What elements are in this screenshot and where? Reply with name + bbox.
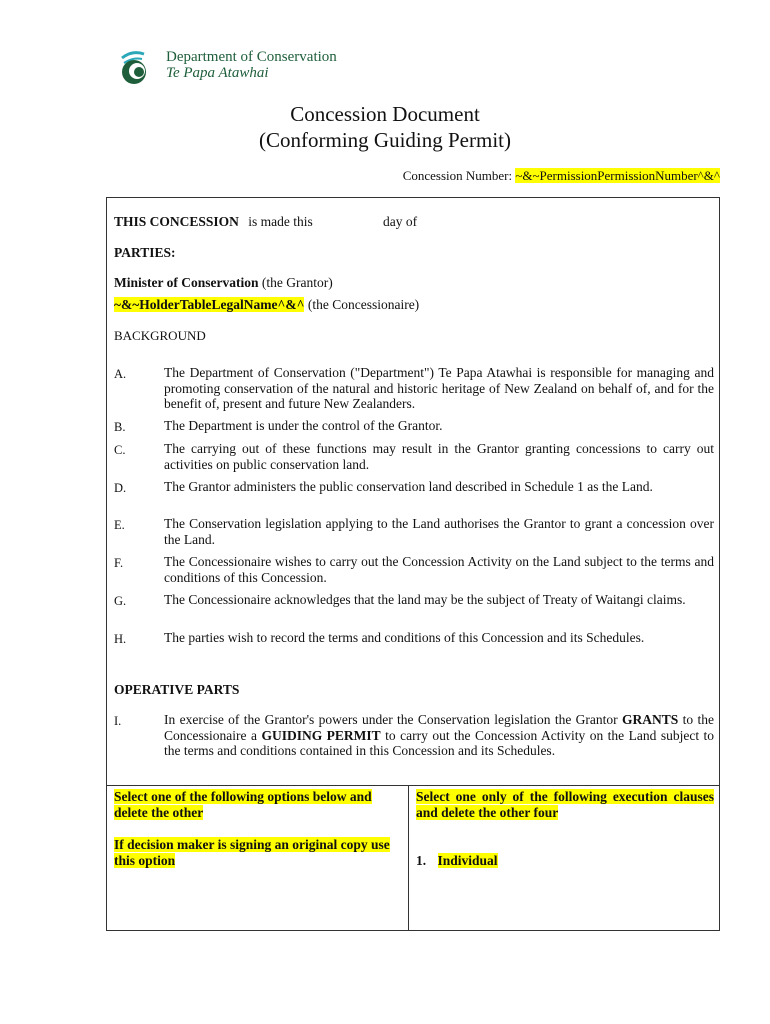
item-letter-e: E. xyxy=(114,518,125,532)
concessionaire-label: (the Concessionaire) xyxy=(307,297,420,312)
item-text-g: The Concessionaire acknowledges that the land may be the subject of Treaty of Waitangi claims. xyxy=(164,592,686,607)
guiding-permit-word: GUIDING PERMIT xyxy=(261,727,381,743)
operative-heading: OPERATIVE PARTS xyxy=(114,682,240,697)
doc-title-line2: (Conforming Guiding Permit) xyxy=(259,128,511,152)
item-text-b: The Department is under the control of the Grantor. xyxy=(164,418,443,433)
grantor-line xyxy=(114,275,333,291)
left-instruction-text: Select one of the following options below and delete the other xyxy=(114,789,372,820)
concession-number-label: Concession Number: xyxy=(402,168,513,183)
doc-title-line1: Concession Document xyxy=(290,102,480,126)
right-instruction-text: Select one only of the following execution clauses and delete the other four xyxy=(416,789,714,820)
item-letter-b: B. xyxy=(114,420,126,434)
item-text-h: The parties wish to record the terms and conditions of this Concession and its Schedules. xyxy=(164,630,645,645)
doc-logo-icon xyxy=(118,50,166,86)
parties-heading: PARTIES: xyxy=(114,245,176,260)
concessionaire-line xyxy=(114,297,419,313)
right-cell-option xyxy=(416,853,498,869)
grantor-label: (the Grantor) xyxy=(261,275,333,290)
item-text-d: The Grantor administers the public conservation land described in Schedule 1 as the Land. xyxy=(164,479,653,494)
right-option-individual: Individual xyxy=(437,853,498,868)
operative-text-a: In exercise of the Grantor's powers under the Conservation legislation the Grantor xyxy=(164,712,618,727)
operative-text-b: to the Concessionaire a xyxy=(164,712,715,743)
department-name xyxy=(166,49,337,81)
item-text-f: The Concessionaire wishes to carry out the Concession Activity on the Land subject to the terms and conditions of this Concession. xyxy=(164,554,714,585)
dept-name-maori: Te Papa Atawhai xyxy=(166,65,269,81)
minister-name: Minister of Conservation xyxy=(114,275,259,290)
item-letter-h: H. xyxy=(114,632,127,646)
item-text-i xyxy=(164,712,714,759)
right-cell-instruction xyxy=(416,789,714,821)
left-option-text: If decision maker is signing an original copy use this option xyxy=(114,837,390,868)
left-cell-option xyxy=(114,837,404,869)
item-letter-d: D. xyxy=(114,481,127,495)
item-letter-g: G. xyxy=(114,594,127,608)
this-concession-label: THIS CONCESSION xyxy=(114,214,239,229)
holder-name-field[interactable]: ~&~HolderTableLegalName^&^ xyxy=(114,297,305,312)
operative-text-c: to carry out the Concession Activity on the Land subject to the terms and conditions contained in this Concession and its Schedules. xyxy=(164,727,715,758)
item-text-c: The carrying out of these functions may result in the Grantor granting concessions to carry out activities on public conservation land. xyxy=(164,441,714,472)
concession-number-field[interactable]: ~&~PermissionPermissionNumber^&^ xyxy=(515,168,720,183)
right-option-number: 1. xyxy=(416,853,427,868)
item-letter-f: F. xyxy=(114,556,124,570)
item-letter-a: A. xyxy=(114,367,127,381)
item-text-e: The Conservation legislation applying to the Land authorises the Grantor to grant a concession over the Land. xyxy=(164,516,714,547)
grants-word: GRANTS xyxy=(622,712,679,727)
table-column-divider xyxy=(408,785,409,931)
item-letter-i: I. xyxy=(114,714,122,728)
dept-name-english: Department of Conservation xyxy=(166,49,337,65)
day-of: day of xyxy=(383,214,418,229)
this-concession-line xyxy=(114,214,313,230)
item-letter-c: C. xyxy=(114,443,126,457)
left-cell-instruction xyxy=(114,789,404,821)
item-text-a: The Department of Conservation ("Department") Te Papa Atawhai is responsible for managing and promoting conservation of the natural and historic heritage of New Zealand on behalf of, and for the benefit of, present and future New Zealanders. xyxy=(164,365,714,411)
table-top-border xyxy=(106,785,720,786)
concession-number xyxy=(403,168,720,184)
is-made-this: is made this xyxy=(248,214,313,229)
background-heading: BACKGROUND xyxy=(114,328,206,343)
